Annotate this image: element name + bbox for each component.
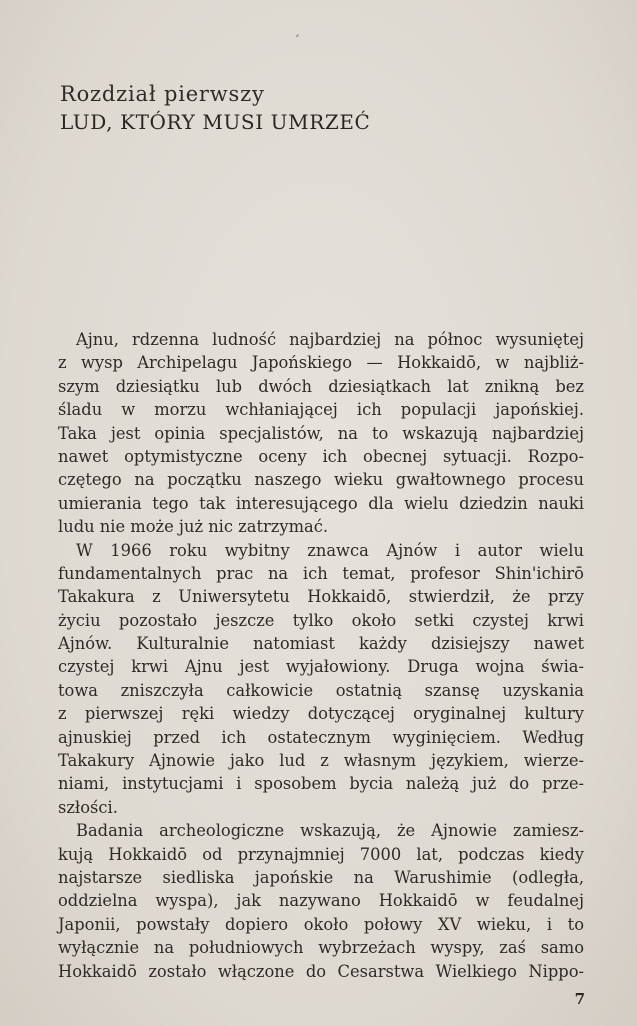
text-line: W 1966 roku wybitny znawca Ajnów i autor wielu [76, 540, 584, 560]
text-line: umierania tego tak interesującego dla wielu dziedzin nauki [58, 493, 584, 513]
text-line: najstarsze siedliska japońskie na Warushimie (odległa, [58, 867, 584, 887]
text-line: Takakury Ajnowie jako lud z własnym językiem, wierze- [58, 751, 584, 771]
text-line: wyłącznie na południowych wybrzeżach wyspy, zaś samo [58, 938, 584, 958]
text-line: czętego na początku naszego wieku gwałtownego procesu [58, 470, 584, 490]
chapter-label: Rozdział pierwszy [60, 82, 265, 106]
text-line: Taka jest opinia specjalistów, na to wskazują najbardziej [58, 423, 584, 443]
paragraph [58, 539, 584, 820]
text-line: Japonii, powstały dopiero około połowy XV wieku, i to [58, 914, 584, 934]
paragraph [58, 819, 584, 983]
text-line: czystej krwi Ajnu jest wyjałowiony. Druga wojna świa- [58, 657, 584, 677]
text-line: ajnuskiej przed ich ostatecznym wyginięciem. Według [58, 727, 584, 747]
body-text [58, 328, 584, 983]
text-line: niami, instytucjami i sposobem bycia należą już do prze- [58, 774, 584, 794]
text-line: śladu w morzu wchłaniającej ich populacji japońskiej. [58, 400, 584, 420]
text-line: kują Hokkaidō od przynajmniej 7000 lat, podczas kiedy [58, 844, 584, 864]
text-line: Takakura z Uniwersytetu Hokkaidō, stwierdził, że przy [58, 587, 584, 607]
paragraph [58, 328, 584, 539]
text-line: z wysp Archipelagu Japońskiego — Hokkaidō, w najbliż- [58, 353, 584, 373]
text-line: Ajnu, rdzenna ludność najbardziej na północ wysuniętej [76, 330, 584, 349]
text-line: fundamentalnych prac na ich temat, profesor Shin'ichirō [58, 563, 584, 583]
text-line: z pierwszej ręki wiedzy dotyczącej oryginalnej kultury [58, 704, 584, 724]
text-line: nawet optymistyczne oceny ich obecnej sytuacji. Rozpo- [58, 446, 584, 466]
text-line: oddzielna wyspa), jak nazywano Hokkaidō w feudalnej [58, 891, 584, 911]
text-line: towa zniszczyła całkowicie ostatnią szansę uzyskania [58, 680, 584, 700]
page-number: 7 [574, 990, 585, 1008]
text-line: szym dziesiątku lub dwóch dziesiątkach lat znikną bez [58, 376, 584, 396]
print-speck-mark: ⸗ [296, 31, 299, 41]
text-line: ludu nie może już nic zatrzymać. [58, 517, 329, 537]
text-line: Badania archeologiczne wskazują, że Ajnowie zamiesz- [76, 821, 584, 841]
text-line: Hokkaidō zostało włączone do Cesarstwa Wielkiego Nippo- [58, 961, 584, 981]
chapter-title: LUD, KTÓRY MUSI UMRZEĆ [60, 110, 371, 134]
text-line: Ajnów. Kulturalnie natomiast każdy dzisiejszy nawet [58, 634, 584, 654]
text-line: szłości. [58, 797, 118, 817]
text-line: życiu pozostało jeszcze tylko około setki czystej krwi [58, 610, 584, 630]
